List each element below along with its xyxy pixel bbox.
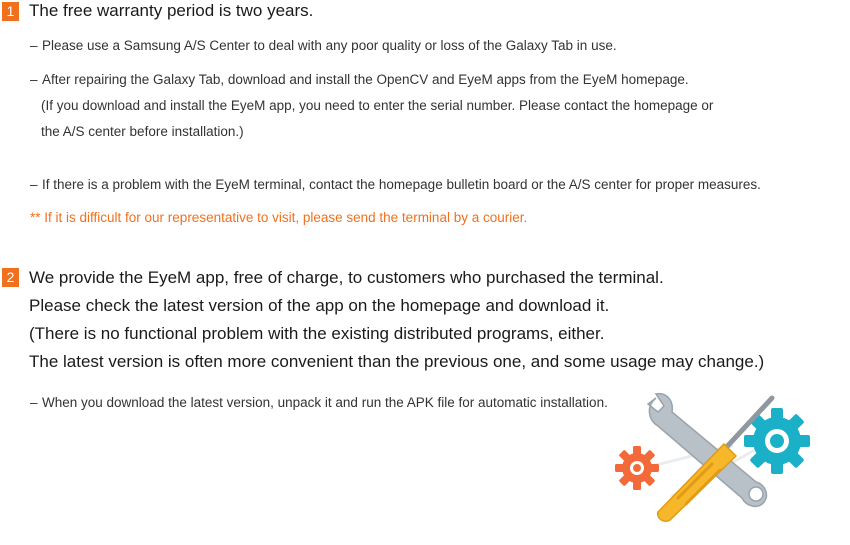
dash-marker: – — [30, 177, 38, 192]
item-text: If there is a problem with the EyeM terminal, contact the homepage bulletin board or the A/S center for proper measures. — [42, 177, 761, 192]
section-1-item-1 — [30, 37, 617, 55]
dash-marker: – — [30, 72, 38, 87]
section-1-courier-note: ** If it is difficult for our representative to visit, please send the terminal by a courier. — [30, 210, 528, 225]
section-2-line-1: We provide the EyeM app, free of charge, to customers who purchased the terminal. — [29, 268, 664, 287]
section-2-line-2: Please check the latest version of the app on the homepage and download it. — [29, 296, 610, 315]
section-1-item-2-continuation-2: the A/S center before installation.) — [41, 124, 244, 139]
dash-marker: – — [30, 395, 38, 410]
item-text: After repairing the Galaxy Tab, download and install the OpenCV and EyeM apps from the EyeM homepage. — [42, 72, 689, 87]
section-1-heading: The free warranty period is two years. — [29, 1, 314, 20]
section-2-number-badge: 2 — [2, 268, 19, 287]
section-1-item-3 — [30, 176, 761, 194]
section-2-line-3: (There is no functional problem with the existing distributed programs, either. — [29, 324, 605, 343]
item-text: When you download the latest version, unpack it and run the APK file for automatic installation. — [42, 395, 608, 410]
section-1-number-badge: 1 — [2, 2, 19, 21]
item-text: Please use a Samsung A/S Center to deal with any poor quality or loss of the Galaxy Tab in use. — [42, 38, 617, 53]
section-2-item-1 — [30, 394, 608, 412]
dash-marker: – — [30, 38, 38, 53]
section-1-item-2 — [30, 71, 689, 89]
tools-and-gears-icon — [612, 386, 817, 526]
wrench-icon — [648, 394, 766, 507]
section-2-line-4: The latest version is often more convenient than the previous one, and some usage may change.) — [29, 352, 765, 371]
orange-gear-icon — [615, 446, 659, 490]
section-1-item-2-continuation-1: (If you download and install the EyeM app, you need to enter the serial number. Please contact the homepage or — [41, 98, 714, 113]
